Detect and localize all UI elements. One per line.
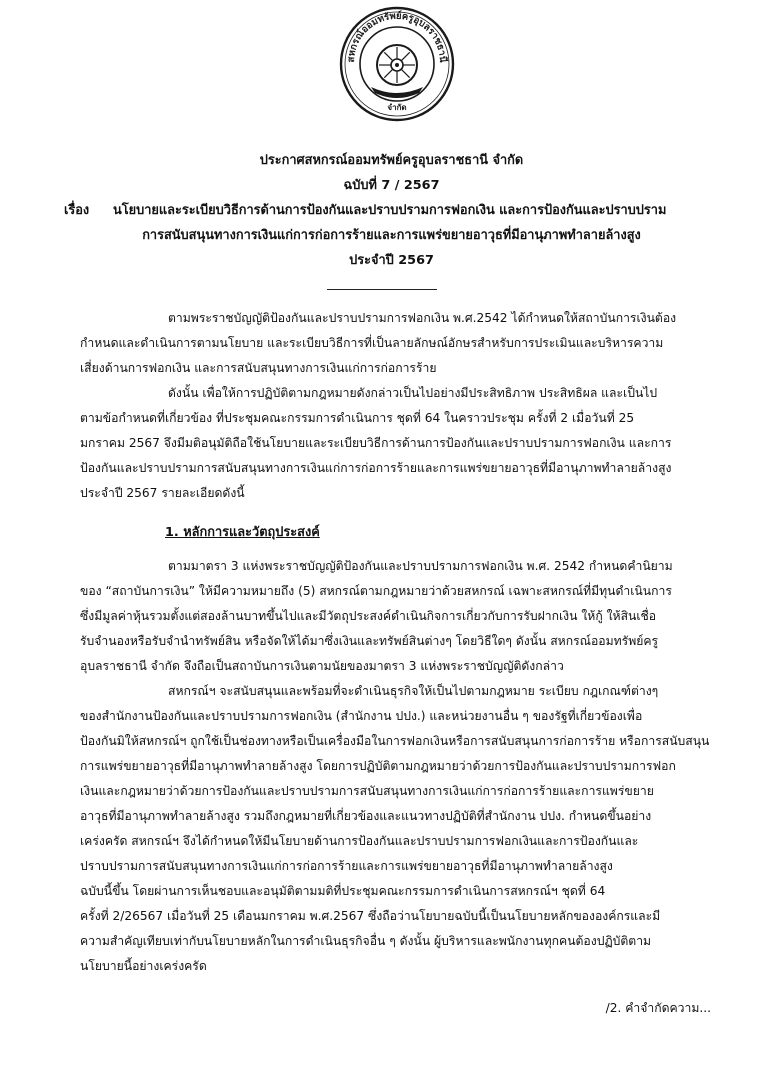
section1-paragraph-2: [80, 679, 710, 979]
page-continuation-note: /2. คำจำกัดความ...: [605, 1001, 711, 1015]
subject-text-line2: การสนับสนุนทางการเงินแก่การก่อการร้ายและการแพร่ขยายอาวุธที่มีอานุภาพทำลายล้างสูง: [142, 228, 641, 243]
text-line: ดังนั้น เพื่อให้การปฏิบัติตามกฎหมายดังกล่าวเป็นไปอย่างมีประสิทธิภาพ ประสิทธิผล และเป็นไป: [168, 386, 658, 400]
text-line: สหกรณ์ฯ จะสนับสนุนและพร้อมที่จะดำเนินธุรกิจให้เป็นไปตามกฎหมาย ระเบียบ กฎเกณฑ์ต่างๆ: [168, 684, 659, 698]
text-line: ของ “สถาบันการเงิน” ให้มีความหมายถึง (5) สหกรณ์ตามกฎหมายว่าด้วยสหกรณ์ เฉพาะสหกรณ์ที่มีทุนดำเนินการ: [80, 584, 672, 598]
text-line: ตามข้อกำหนดที่เกี่ยวข้อง ที่ประชุมคณะกรรมการดำเนินการ ชุดที่ 64 ในคราวประชุม ครั้งที่ 2 เมื่อวันที่ 25: [80, 411, 635, 425]
text-line: อาวุธที่มีอานุภาพทำลายล้างสูง รวมถึงกฎหมายที่เกี่ยวข้องและแนวทางปฏิบัติที่สำนักงาน ปปง. กำหนดขึ้นอย่าง: [80, 809, 652, 823]
text-line: ตามมาตรา 3 แห่งพระราชบัญญัติป้องกันและปราบปรามการฟอกเงิน พ.ศ. 2542 กำหนดคำนิยาม: [168, 559, 673, 573]
text-line: กำหนดและดำเนินการตามนโยบาย และระเบียบวิธีการที่เป็นลายลักษณ์อักษรสำหรับการประเมินและบริหารความ: [80, 336, 664, 350]
svg-text:สหกรณ์ออมทรัพย์ครูอุบลราชธานี: สหกรณ์ออมทรัพย์ครูอุบลราชธานี: [345, 10, 449, 63]
subject-text-line1: นโยบายและระเบียบวิธีการด้านการป้องกันและปราบปรามการฟอกเงิน และการป้องกันและปราบปราม: [113, 203, 667, 218]
cooperative-seal-logo: [338, 5, 456, 123]
text-line: นโยบายนี้อย่างเคร่งครัด: [80, 959, 207, 973]
intro-paragraph-2: [80, 381, 710, 506]
text-line: ซึ่งมีมูลค่าหุ้นรวมตั้งแต่สองล้านบาทขึ้นไปและมีวัตถุประสงค์ดำเนินกิจการเกี่ยวกับการรับฝากเงิน ให้กู้ ให้สินเชื่อ: [80, 609, 657, 623]
text-line: ความสำคัญเทียบเท่ากับนโยบายหลักในการดำเนินธุรกิจอื่น ๆ ดังนั้น ผู้บริหารและพนักงานทุกคนต้องปฏิบัติตาม: [80, 934, 652, 948]
svg-text:จำกัด: จำกัด: [387, 103, 407, 112]
text-line: ของสำนักงานป้องกันและปราบปรามการฟอกเงิน (สำนักงาน ปปง.) และหน่วยงานอื่น ๆ ของรัฐที่เกี่ยวข้องเพื่อ: [80, 709, 643, 723]
text-line: ปราบปรามการสนับสนุนทางการเงินแก่การก่อการร้ายและการแพร่ขยายอาวุธที่มีอานุภาพทำลายล้างสูง: [80, 859, 613, 873]
text-line: ป้องกันมิให้สหกรณ์ฯ ถูกใช้เป็นช่องทางหรือเป็นเครื่องมือในการฟอกเงินหรือการสนับสนุนการก่อการร้าย หรือการสนับสนุน: [80, 734, 710, 748]
text-line: เคร่งครัด สหกรณ์ฯ จึงได้กำหนดให้มีนโยบายด้านการป้องกันและปราบปรามการฟอกเงินและการป้องกันและ: [80, 834, 639, 848]
text-line: ตามพระราชบัญญัติป้องกันและปราบปรามการฟอกเงิน พ.ศ.2542 ได้กำหนดให้สถาบันการเงินต้อง: [168, 311, 677, 325]
text-line: ประจำปี 2567 รายละเอียดดังนี้: [80, 486, 245, 500]
text-line: การแพร่ขยายอาวุธที่มีอานุภาพทำลายล้างสูง โดยการปฏิบัติตามกฎหมายว่าด้วยการป้องกันและปราบปรามการฟอก: [80, 759, 676, 773]
section-heading-principles: 1. หลักการและวัตถุประสงค์: [165, 525, 320, 540]
header-divider: [327, 289, 437, 290]
text-line: ป้องกันและปราบปรามการสนับสนุนทางการเงินแก่การก่อการร้ายและการแพร่ขยายอาวุธที่มีอานุภาพทำลายล้างสูง: [80, 461, 672, 475]
text-line: ครั้งที่ 2/26567 เมื่อวันที่ 25 เดือนมกราคม พ.ศ.2567 ซึ่งถือว่านโยบายฉบับนี้เป็นนโยบายหลักขององค์กรและมี: [80, 909, 661, 923]
subject-text-line3: ประจำปี 2567: [349, 253, 434, 268]
text-line: รับจำนองหรือรับจำนำทรัพย์สิน หรือจัดให้ได้มาซึ่งเงินและทรัพย์สินต่างๆ โดยวิธีใดๆ ดังนั้น สหกรณ์ออมทรัพย์ครู: [80, 634, 659, 648]
announcement-title: ประกาศสหกรณ์ออมทรัพย์ครูอุบลราชธานี จำกัด: [259, 153, 524, 168]
subject-label: เรื่อง: [64, 203, 90, 218]
section1-paragraph-1: [80, 554, 710, 679]
text-line: อุบลราชธานี จำกัด จึงถือเป็นสถาบันการเงินตามนัยของมาตรา 3 แห่งพระราชบัญญัติดังกล่าว: [80, 659, 564, 673]
intro-paragraph-1: [80, 306, 710, 381]
text-line: ฉบับนี้ขึ้น โดยผ่านการเห็นชอบและอนุมัติตามมติที่ประชุมคณะกรรมการดำเนินการสหกรณ์ฯ ชุดที่ 64: [80, 884, 606, 898]
announcement-issue-number: ฉบับที่ 7 / 2567: [343, 178, 440, 193]
text-line: มกราคม 2567 จึงมีมติอนุมัติถือใช้นโยบายและระเบียบวิธีการด้านการป้องกันและปราบปรามการฟอกเงิน และการ: [80, 436, 672, 450]
text-line: เสี่ยงด้านการฟอกเงิน และการสนับสนุนทางการเงินแก่การก่อการร้าย: [80, 361, 437, 375]
text-line: เงินและกฎหมายว่าด้วยการป้องกันและปราบปรามการสนับสนุนทางการเงินแก่การก่อการร้ายและการแพร่ขยาย: [80, 784, 654, 798]
